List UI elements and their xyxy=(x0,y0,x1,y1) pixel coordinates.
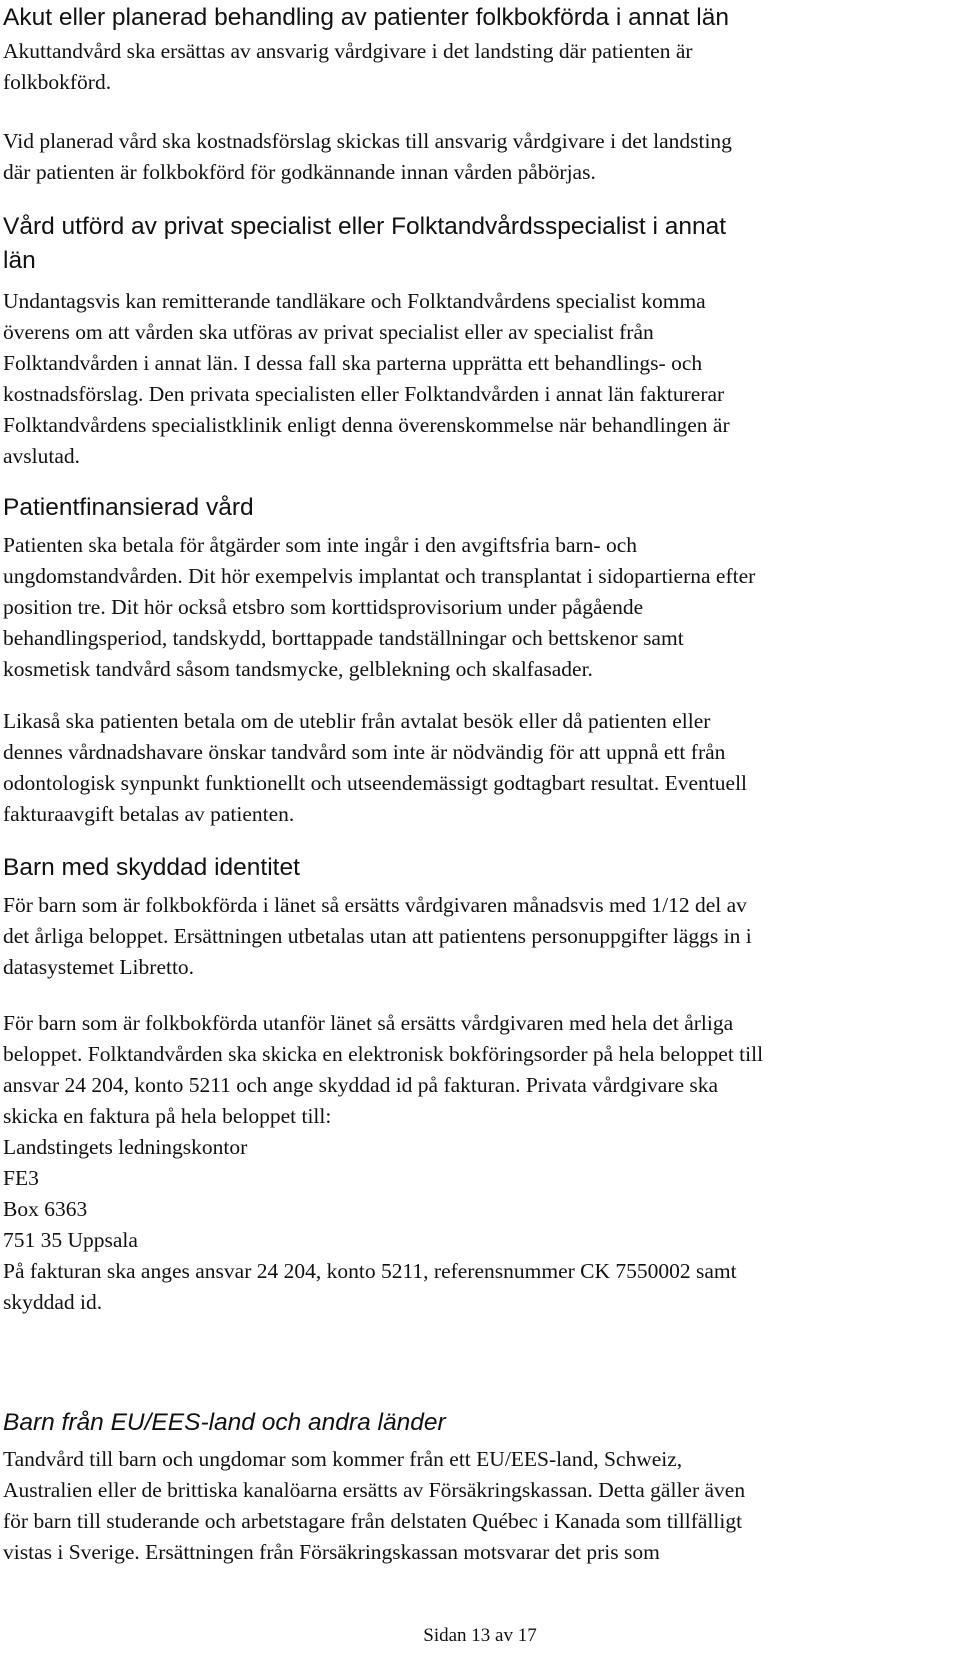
paragraph-skyddad-identitet-1 xyxy=(3,890,953,983)
address-line: 751 35 Uppsala xyxy=(3,1228,138,1252)
text-line: dennes vårdnadshavare önskar tandvård som inte är nödvändig för att uppnå ett från xyxy=(3,740,726,764)
text-line: odontologisk synpunkt funktionellt och utseendemässigt godtagbart resultat. Eventuell xyxy=(3,771,748,795)
text-line: det årliga beloppet. Ersättningen utbetalas utan att patientens personuppgifter läggs in i xyxy=(3,924,752,948)
text-line: behandlingsperiod, tandskydd, borttappade tandställningar och bettskenor samt xyxy=(3,626,684,650)
text-line: datasystemet Libretto. xyxy=(3,955,195,979)
text-line: position tre. Dit hör också etsbro som korttidsprovisorium under pågående xyxy=(3,595,644,619)
text-line: överens om att vården ska utföras av privat specialist eller av specialist från xyxy=(3,320,654,344)
text-line: kosmetisk tandvård såsom tandsmycke, gelblekning och skalfasader. xyxy=(3,657,593,681)
text-line: skicka en faktura på hela beloppet till: xyxy=(3,1104,332,1128)
text-line: ansvar 24 204, konto 5211 och ange skyddad id på fakturan. Privata vårdgivare ska xyxy=(3,1073,719,1097)
text-line: kostnadsförslag. Den privata specialisten eller Folktandvården i annat län fakturerar xyxy=(3,382,725,406)
address-line: Box 6363 xyxy=(3,1197,88,1221)
text-line: Vid planerad vård ska kostnadsförslag skickas till ansvarig vårdgivare i det landsting xyxy=(3,129,732,153)
section-heading-eu-ees: Barn från EU/EES-land och andra länder xyxy=(3,1409,446,1436)
text-line: ungdomstandvården. Dit hör exempelvis implantat och transplantat i sidopartierna efter xyxy=(3,564,756,588)
text-line: Australien eller de brittiska kanalöarna ersätts av Försäkringskassan. Detta gäller även xyxy=(3,1478,746,1502)
section-heading-akut: Akut eller planerad behandling av patienter folkbokförda i annat län xyxy=(3,4,729,31)
text-line: skyddad id. xyxy=(3,1290,103,1314)
address-line: FE3 xyxy=(3,1166,39,1190)
text-line: beloppet. Folktandvården ska skicka en elektronisk bokföringsorder på hela beloppet till xyxy=(3,1042,764,1066)
text-line: För barn som är folkbokförda i länet så ersätts vårdgivaren månadsvis med 1/12 del av xyxy=(3,893,747,917)
heading-line: län xyxy=(3,247,36,274)
section-heading-privat-specialist xyxy=(3,210,953,278)
text-line: där patienten är folkbokförd för godkännande innan vården påbörjas. xyxy=(3,160,596,184)
text-line: avslutad. xyxy=(3,444,81,468)
text-line: Likaså ska patienten betala om de uteblir från avtalat besök eller då patienten eller xyxy=(3,709,711,733)
paragraph-patientfinansierad-2 xyxy=(3,706,953,830)
paragraph-patientfinansierad-1 xyxy=(3,530,953,685)
text-line: För barn som är folkbokförda utanför länet så ersätts vårdgivaren med hela det årliga xyxy=(3,1011,734,1035)
heading-line: Vård utförd av privat specialist eller Folktandvårdsspecialist i annat xyxy=(3,213,727,240)
section-heading-skyddad-identitet: Barn med skyddad identitet xyxy=(3,854,300,881)
page-number: Sidan 13 av 17 xyxy=(423,1625,537,1646)
text-line: Folktandvårdens specialistklinik enligt denna överenskommelse när behandlingen är xyxy=(3,413,730,437)
paragraph-akut-1 xyxy=(3,36,953,98)
text-line: Folktandvården i annat län. I dessa fall ska parterna upprätta ett behandlings- och xyxy=(3,351,703,375)
text-line: Patienten ska betala för åtgärder som inte ingår i den avgiftsfria barn- och xyxy=(3,533,638,557)
text-line: fakturaavgift betalas av patienten. xyxy=(3,802,295,826)
paragraph-akut-2 xyxy=(3,126,953,188)
paragraph-privat-specialist xyxy=(3,286,953,472)
text-line: Undantagsvis kan remitterande tandläkare och Folktandvårdens specialist komma xyxy=(3,289,706,313)
text-line: för barn till studerande och arbetstagare från delstaten Québec i Kanada som tillfälligt xyxy=(3,1509,743,1533)
text-line: folkbokförd. xyxy=(3,70,112,94)
text-line: Akuttandvård ska ersättas av ansvarig vårdgivare i det landsting där patienten är xyxy=(3,39,693,63)
section-heading-patientfinansierad: Patientfinansierad vård xyxy=(3,494,254,521)
paragraph-skyddad-identitet-2 xyxy=(3,1008,953,1318)
address-line: Landstingets ledningskontor xyxy=(3,1135,248,1159)
text-line: Tandvård till barn och ungdomar som kommer från ett EU/EES-land, Schweiz, xyxy=(3,1447,683,1471)
text-line: vistas i Sverige. Ersättningen från Försäkringskassan motsvarar det pris som xyxy=(3,1540,660,1564)
paragraph-eu-ees xyxy=(3,1444,953,1568)
text-line: På fakturan ska anges ansvar 24 204, konto 5211, referensnummer CK 7550002 samt xyxy=(3,1259,737,1283)
